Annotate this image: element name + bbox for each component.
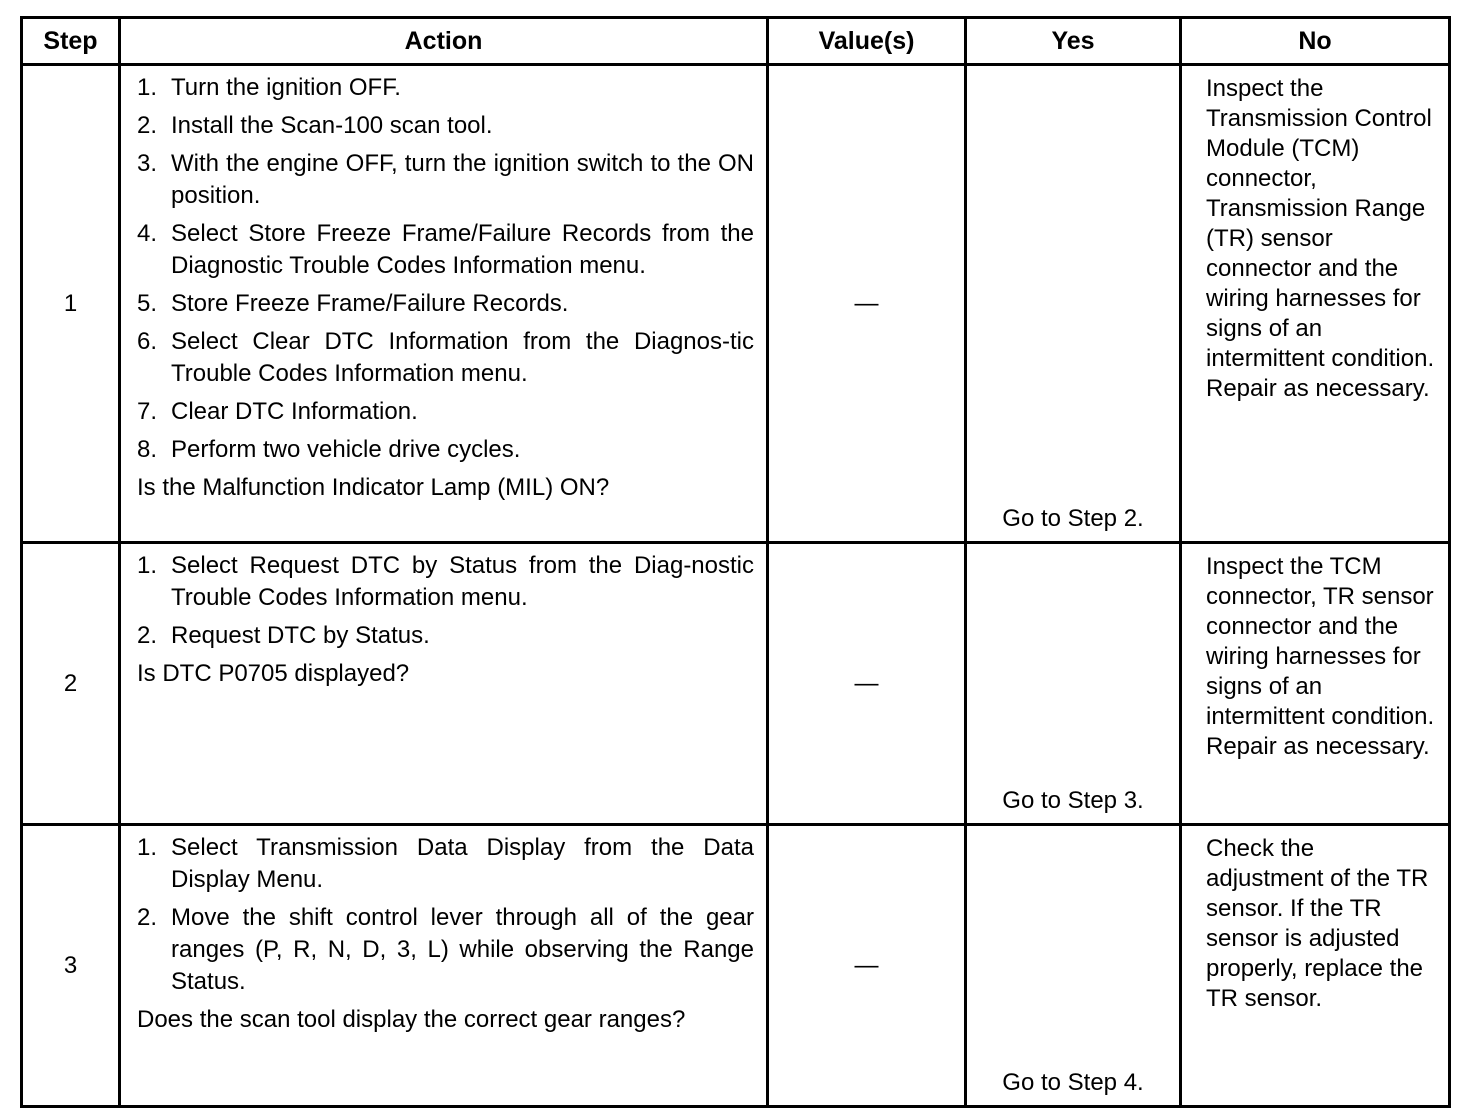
action-steps: [137, 550, 754, 652]
action-step: 5. Store Freeze Frame/Failure Records.: [137, 290, 569, 317]
yes-cell: Go to Step 4.: [966, 825, 1181, 1107]
value-dash: —: [854, 669, 879, 697]
action-question: Does the scan tool display the correct gear ranges?: [137, 1006, 686, 1033]
action-cell: [120, 65, 768, 543]
step-number: 3: [22, 825, 120, 1107]
action-step: 1. Select Transmission Data Display from the Data Display Menu.: [137, 834, 754, 893]
yes-cell: Go to Step 3.: [966, 543, 1181, 825]
action-step: 6. Select Clear DTC Information from the Diagnos-tic Trouble Codes Information menu.: [137, 328, 754, 387]
value-dash: —: [854, 289, 879, 317]
header-step: Step: [22, 18, 120, 65]
action-steps: [137, 72, 754, 466]
action-step: 8. Perform two vehicle drive cycles.: [137, 436, 521, 463]
action-question: Is DTC P0705 displayed?: [137, 660, 410, 687]
yes-cell: Go to Step 2.: [966, 65, 1181, 543]
action-step: 3. With the engine OFF, turn the ignition switch to the ON position.: [137, 150, 754, 209]
step-number: 1: [22, 65, 120, 543]
action-cell: [120, 543, 768, 825]
value-cell: [768, 825, 966, 1107]
header-row: [22, 18, 1450, 65]
no-cell: Check the adjustment of the TR sensor. If the TR sensor is adjusted properly, replace the TR sensor.: [1181, 825, 1450, 1107]
value-dash: —: [854, 951, 879, 979]
action-step: 1. Turn the ignition OFF.: [137, 74, 401, 101]
table-row: [22, 65, 1450, 543]
action-steps: [137, 832, 754, 998]
action-step: 7. Clear DTC Information.: [137, 398, 418, 425]
action-cell: [120, 825, 768, 1107]
action-question: Is the Malfunction Indicator Lamp (MIL) ON?: [137, 474, 610, 501]
table-row: [22, 543, 1450, 825]
value-cell: [768, 543, 966, 825]
action-step: 2. Install the Scan-100 scan tool.: [137, 112, 493, 139]
step-number: 2: [22, 543, 120, 825]
diagnostic-table: [20, 16, 1451, 1108]
header-no: No: [1181, 18, 1450, 65]
header-values: Value(s): [768, 18, 966, 65]
value-cell: [768, 65, 966, 543]
action-step: 1. Select Request DTC by Status from the Diag-nostic Trouble Codes Information menu.: [137, 552, 754, 611]
action-step: 4. Select Store Freeze Frame/Failure Records from the Diagnostic Trouble Codes Information menu.: [137, 220, 754, 279]
action-step: 2. Request DTC by Status.: [137, 622, 430, 649]
no-cell: Inspect the TCM connector, TR sensor connector and the wiring harnesses for signs of an intermittent condition. Repair as necessary.: [1181, 543, 1450, 825]
action-step: 2. Move the shift control lever through all of the gear ranges (P, R, N, D, 3, L) while observing the Range Status.: [137, 904, 754, 995]
header-action: Action: [120, 18, 768, 65]
header-yes: Yes: [966, 18, 1181, 65]
no-cell: Inspect the Transmission Control Module (TCM) connector, Transmission Range (TR) sensor connector and the wiring harnesses for signs of an intermittent condition. Repair as necessary.: [1181, 65, 1450, 543]
table-row: [22, 825, 1450, 1107]
